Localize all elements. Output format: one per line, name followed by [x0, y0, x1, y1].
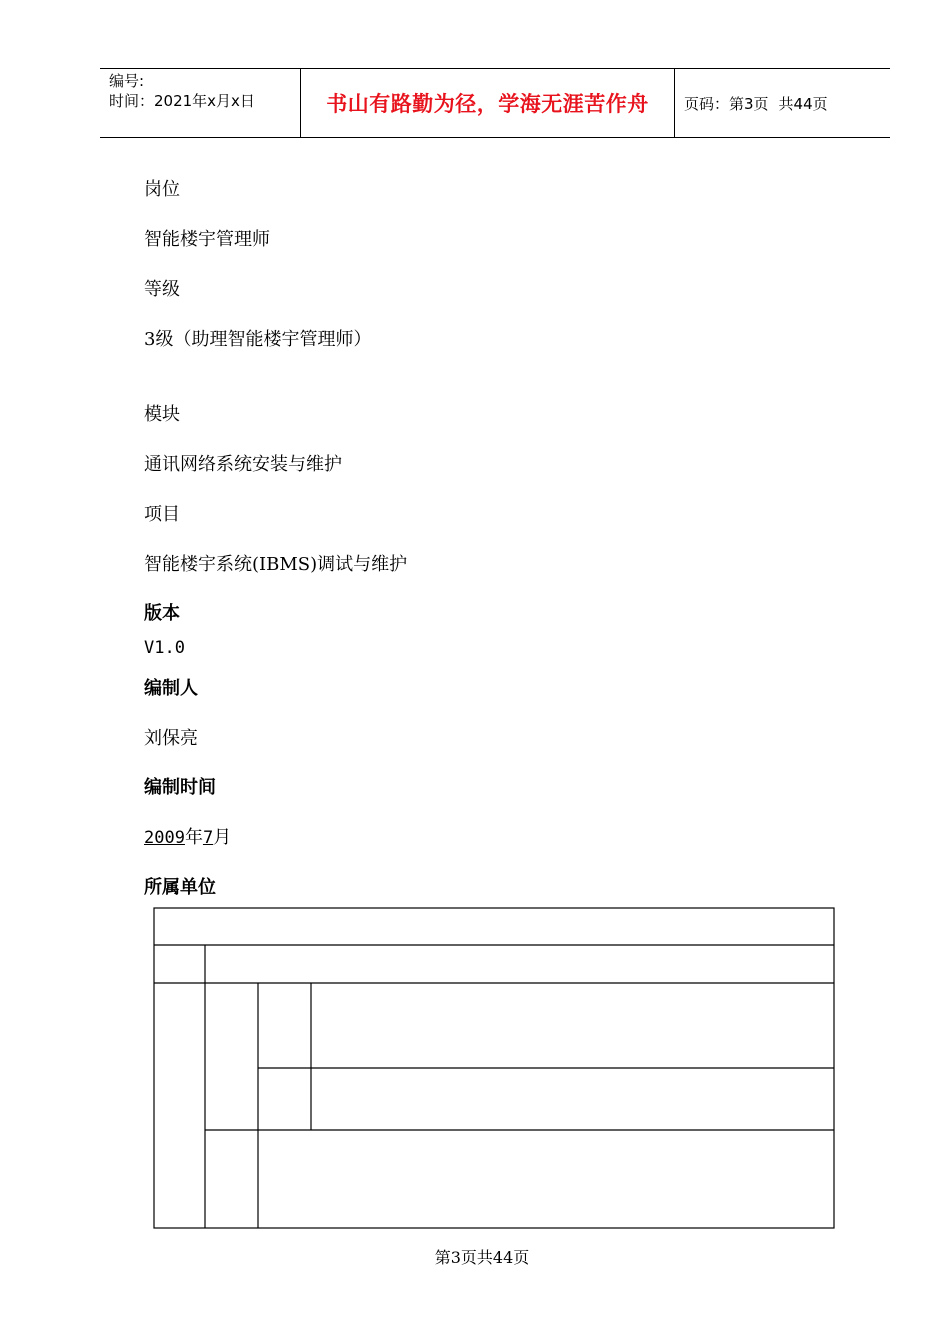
- header-meta: [100, 69, 301, 137]
- page-footer: 第3页共44页: [434, 1248, 530, 1267]
- page-header: [100, 68, 890, 138]
- date-year: 2009: [144, 828, 185, 848]
- module-value: 通讯网络系统安装与维护: [144, 454, 342, 475]
- module-label: 模块: [144, 404, 180, 425]
- header-page-info: [675, 69, 890, 137]
- header-page-label: 页码：第3页: [684, 94, 769, 113]
- header-slogan: 书山有路勤为径，学海无涯苦作舟: [301, 69, 675, 137]
- position-value: 智能楼宇管理师: [144, 229, 270, 250]
- author-label: 编制人: [144, 678, 198, 699]
- author-value: 刘保亮: [144, 728, 198, 749]
- date-month-suffix: 月: [213, 827, 232, 848]
- date-label: 编制时间: [144, 777, 216, 798]
- version-label: 版本: [144, 603, 180, 624]
- position-label: 岗位: [144, 179, 180, 200]
- unit-label: 所属单位: [144, 877, 216, 898]
- version-value: V1.0: [144, 638, 185, 658]
- grade-label: 等级: [144, 279, 180, 300]
- project-value: 智能楼宇系统(IBMS)调试与维护: [144, 554, 408, 575]
- header-total-label: 共44页: [778, 94, 828, 113]
- date-month: 7: [202, 828, 214, 848]
- date-value: [144, 823, 231, 849]
- header-number-label: 编号:: [109, 72, 145, 90]
- date-year-suffix: 年: [184, 827, 203, 848]
- grade-value: 3级（助理智能楼宇管理师）: [144, 329, 372, 350]
- table-outer-border: [154, 908, 834, 1228]
- header-time-label: 时间：2021年x月x日: [109, 92, 255, 110]
- project-label: 项目: [144, 504, 180, 525]
